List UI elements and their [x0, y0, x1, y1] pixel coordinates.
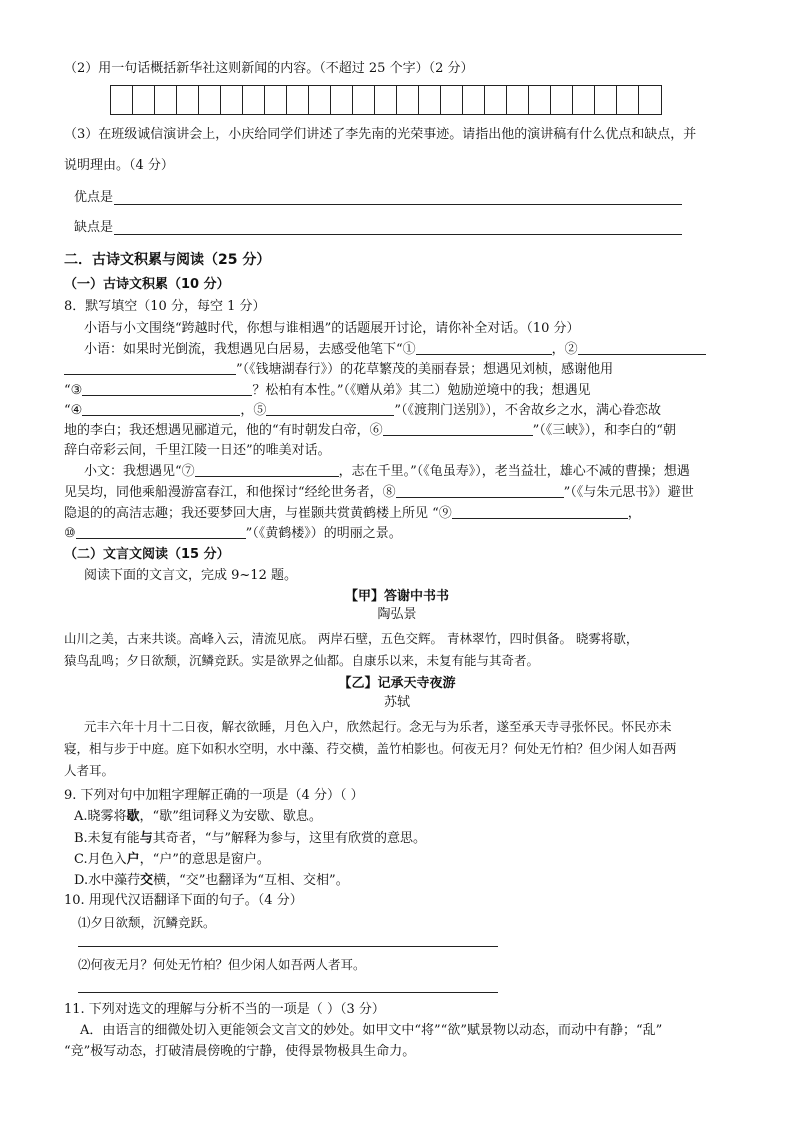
blank-6[interactable] [383, 422, 533, 436]
text: ⑩ [64, 526, 76, 541]
blank-3[interactable] [82, 382, 252, 396]
blank-9[interactable] [452, 505, 628, 519]
section-title: 二．古诗文积累与阅读（25 分） [64, 252, 271, 268]
q8-line7 [84, 463, 690, 481]
grid-cell[interactable] [397, 86, 419, 114]
con-label: 缺点是 [74, 220, 114, 235]
grid-cell[interactable] [353, 86, 375, 114]
grid-cell[interactable] [463, 86, 485, 114]
bold-char: 交 [140, 873, 154, 888]
text: ”（《三峡》），和李白的“朝 [532, 423, 676, 438]
grid-cell[interactable] [419, 86, 441, 114]
grid-cell[interactable] [529, 86, 551, 114]
q9-option-b[interactable] [74, 830, 426, 848]
grid-cell[interactable] [485, 86, 507, 114]
yi-p1: 元丰六年十月十二日夜，解衣欲睡，月色入户，欣然起行。念无与为乐者，遂至承天寺寻张怀民。怀民亦未 [84, 719, 672, 734]
q9-option-d[interactable] [74, 872, 349, 890]
text: ，“歇”组词释义为安歇、歇息。 [139, 809, 322, 824]
text: 横，“交”也翻译为“互相、交相”。 [153, 873, 349, 888]
q8-intro: 小语与小文围绕“跨越时代，你想与谁相遇”的话题展开讨论，请你补全对话。（10 分） [84, 321, 580, 336]
text: ，② [551, 342, 578, 357]
blank-1[interactable] [416, 341, 552, 355]
con-answer-line[interactable] [114, 234, 682, 235]
q8-head: 8．默写填空（10 分，每空 1 分） [64, 299, 266, 314]
jia-p2: 猿鸟乱鸣；夕日欲颓，沉鳞竞跃。实是欲界之仙都。自康乐以来，未复有能与其奇者。 [64, 653, 540, 668]
text: “④ [64, 403, 83, 418]
blank-2[interactable] [578, 341, 706, 355]
grid-cell[interactable] [221, 86, 243, 114]
q10-sentence-1: ⑴夕日欲颓，沉鳞竞跃。 [78, 915, 216, 930]
text: 其奇者，“与”解释为参与，这里有欣赏的意思。 [152, 831, 426, 846]
bold-char: 户 [126, 852, 140, 867]
jia-author: 陶弘景 [377, 607, 417, 622]
blank-2b[interactable] [64, 361, 236, 375]
yi-author: 苏轼 [383, 695, 410, 710]
yi-title: 【乙】记承天寺夜游 [338, 676, 456, 691]
q9-stem: 9. 下列对句中加粗字理解正确的一项是（4 分）（ ） [64, 788, 364, 803]
bold-char: 与 [139, 831, 153, 846]
grid-cell[interactable] [573, 86, 595, 114]
q10-stem: 10. 用现代汉语翻译下面的句子。（4 分） [64, 893, 303, 908]
q8-line8 [64, 484, 694, 502]
text: ，⑤ [240, 403, 267, 418]
pro-label: 优点是 [74, 190, 114, 205]
yi-p2: 寝，相与步于中庭。庭下如积水空明，水中藻、荇交横，盖竹柏影也。何夜无月？何处无竹柏？但少闲人如吾两 [64, 741, 677, 756]
text: C.月色入 [74, 852, 127, 867]
jia-p1: 山川之美，古来共谈。高峰入云，清流见底。 两岸石壁，五色交辉。 青林翠竹，四时俱备。 晓雾将歇， [64, 631, 639, 646]
grid-cell[interactable] [639, 86, 661, 114]
grid-cell[interactable] [287, 86, 309, 114]
blank-8[interactable] [396, 484, 564, 498]
q3-line1: （3）在班级诚信演讲会上，小庆给同学们讲述了李先南的光荣事迹。请指出他的演讲稿有什么优点和缺点，并 [64, 127, 697, 142]
q8-line9 [64, 505, 641, 523]
grid-cell[interactable] [331, 86, 353, 114]
text: 小语：如果时光倒流，我想遇见白居易，去感受他笔下“① [84, 342, 416, 357]
text: ，志在千里。”（《龟虽寿》），老当益壮，雄心不减的曹操；想遇 [338, 464, 690, 479]
grid-cell[interactable] [595, 86, 617, 114]
q10-answer-line-1[interactable] [78, 946, 498, 947]
text: ”（《钱塘湖春行》）的花草繁茂的美丽春景；想遇见刘桢，感谢他用 [236, 362, 614, 377]
q11-stem: 11. 下列对选文的理解与分析不当的一项是（ ）（3 分） [64, 1002, 385, 1017]
q9-option-c[interactable] [74, 851, 270, 869]
q11-option-a-line2: “竞”极写动态，打破清晨傍晚的宁静，使得景物极具生命力。 [64, 1044, 416, 1059]
grid-cell[interactable] [265, 86, 287, 114]
grid-cell[interactable] [441, 86, 463, 114]
q3-line2: 说明理由。（4 分） [64, 158, 174, 173]
text: ？松柏有本性。”（《赠从弟》其二）勉励逆境中的我；想遇见 [252, 383, 591, 398]
grid-cell[interactable] [375, 86, 397, 114]
blank-5[interactable] [266, 402, 394, 416]
text: 隐退的的高洁志趣；我还要梦回大唐，与崔颢共赏黄鹤楼上所见 “⑨ [64, 506, 452, 521]
subsection-title: （一）古诗文积累（10 分） [64, 277, 230, 292]
q8-line3 [64, 382, 590, 400]
text: ”（《与朱元思书》）避世 [563, 485, 694, 500]
q8-line10 [64, 525, 402, 543]
grid-cell[interactable] [133, 86, 155, 114]
text: ，“户”的意思是窗户。 [139, 852, 270, 867]
jia-title: 【甲】答谢中书书 [344, 589, 449, 604]
q10-answer-line-2[interactable] [78, 992, 498, 993]
q11-option-a-line1: A．由语言的细微处切入更能领会文言文的妙处。如甲文中“将”“欲”赋景物以动态，而动中有静；“乱” [80, 1023, 663, 1038]
grid-cell[interactable] [309, 86, 331, 114]
grid-cell[interactable] [617, 86, 639, 114]
q8-line1 [84, 341, 706, 359]
bold-char: 歇 [126, 809, 140, 824]
text: ”（《黄鹤楼》）的明丽之景。 [245, 526, 402, 541]
text: 地的李白；我还想遇见郦道元，他的“有时朝发白帝，⑥ [64, 423, 383, 438]
text: “③ [64, 383, 83, 398]
blank-4[interactable] [82, 402, 240, 416]
q8-line4 [64, 402, 661, 420]
yi-p3: 人者耳。 [64, 763, 115, 778]
grid-cell[interactable] [243, 86, 265, 114]
grid-cell[interactable] [177, 86, 199, 114]
text: ”（《渡荆门送别》），不舍故乡之水，满心眷恋故 [394, 403, 661, 418]
text: D.水中藻荇 [74, 873, 141, 888]
blank-10[interactable] [76, 525, 246, 539]
subsection-title-2: （二）文言文阅读（15 分） [64, 547, 230, 562]
grid-cell[interactable] [199, 86, 221, 114]
q10-sentence-2: ⑵何夜无月？何处无竹柏？但少闲人如吾两人者耳。 [78, 957, 366, 972]
grid-cell[interactable] [111, 86, 133, 114]
q9-option-a[interactable] [74, 808, 322, 826]
q8-line2 [64, 361, 613, 379]
grid-cell[interactable] [155, 86, 177, 114]
text: 小文：我想遇见“⑦ [84, 464, 195, 479]
pro-answer-line[interactable] [114, 204, 682, 205]
q2-text: （2）用一句话概括新华社这则新闻的内容。（不超过 25 个字）（2 分） [64, 61, 474, 76]
grid-cell[interactable] [507, 86, 529, 114]
text: B.未复有能 [74, 831, 140, 846]
blank-7[interactable] [195, 463, 339, 477]
reading-intro: 阅读下面的文言文，完成 9~12 题。 [84, 568, 297, 583]
q8-line5 [64, 422, 676, 440]
answer-grid[interactable] [110, 85, 662, 115]
text: 见吴均，同他乘船漫游富春江，和他探讨“经纶世务者，⑧ [64, 485, 396, 500]
text: ， [627, 506, 641, 521]
text: A.晓雾将 [74, 809, 127, 824]
q8-line6: 辞白帝彩云间，千里江陵一日还”的唯美对话。 [64, 443, 331, 458]
grid-cell[interactable] [551, 86, 573, 114]
